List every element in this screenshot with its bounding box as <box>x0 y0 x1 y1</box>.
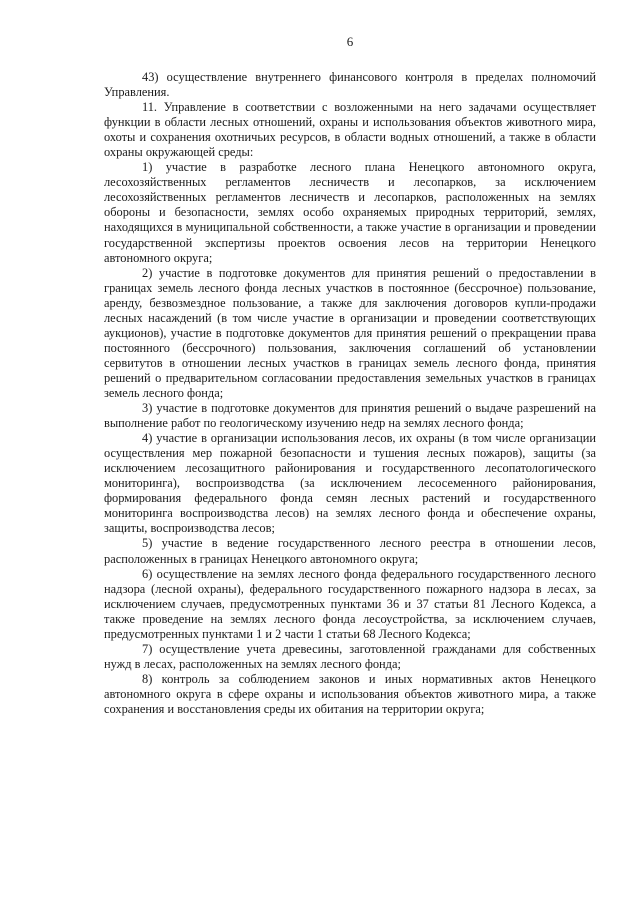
paragraph-section-11: 11. Управление в соответствии с возложенными на него задачами осуществляет функции в области лесных отношений, охраны и использования объектов животного мира, охоты и сохранения охотничьих ресурсов, в области водных отношений, а также в области охраны окружающей среды: <box>104 100 596 160</box>
paragraph-item-7: 7) осуществление учета древесины, заготовленной гражданами для собственных нужд в лесах, расположенных на землях лесного фонда; <box>104 641 596 671</box>
page-number: 6 <box>346 34 354 49</box>
paragraph-item-8: 8) контроль за соблюдением законов и иных нормативных актов Ненецкого автономного округа в сфере охраны и использования объектов животного мира, а также сохранения и восстановления среды их обитания на территории округа; <box>104 671 596 716</box>
paragraph-item-1: 1) участие в разработке лесного плана Ненецкого автономного округа, лесохозяйственных регламентов лесничеств и лесопарков, за исключением лесохозяйственных регламентов лесничеств и лесопарков, расположенных на землях обороны и безопасности, землях особо охраняемых природных территорий, землях, находящихся в муниципальной собственности, а также участие в организации и проведении государственной экспертизы проектов освоения лесов на территории Ненецкого автономного округа; <box>104 160 596 265</box>
paragraph-item-43: 43) осуществление внутреннего финансового контроля в пределах полномочий Управления. <box>104 70 596 100</box>
paragraph-item-6: 6) осуществление на землях лесного фонда федерального государственного лесного надзора (лесной охраны), федерального государственного пожарного надзора в лесах, за исключением случаев, предусмотренных пунктами 36 и 37 статьи 81 Лесного Кодекса, а также проведение на землях лесного фонда лесоустройства, за исключением случаев, предусмотренных пунктами 1 и 2 части 1 статьи 68 Лесного Кодекса; <box>104 566 596 641</box>
paragraph-item-4: 4) участие в организации использования лесов, их охраны (в том числе организации осуществления мер пожарной безопасности и тушения лесных пожаров), защиты (за исключением лесозащитного районирования и государственного лесопатологического мониторинга), воспроизводства (за исключением лесосеменного районирования, формирования федерального фонда семян лесных растений и государственного мониторинга воспроизводства лесов) на землях лесного фонда и обеспечение охраны, защиты, воспроизводства лесов; <box>104 431 596 536</box>
paragraph-item-5: 5) участие в ведение государственного лесного реестра в отношении лесов, расположенных в границах Ненецкого автономного округа; <box>104 536 596 566</box>
paragraph-item-3: 3) участие в подготовке документов для принятия решений о выдаче разрешений на выполнение работ по геологическому изучению недр на землях лесного фонда; <box>104 401 596 431</box>
paragraph-item-2: 2) участие в подготовке документов для принятия решений о предоставлении в границах земель лесного фонда лесных участков в постоянное (бессрочное) пользование, аренду, безвозмездное пользование, а также для заключения договоров купли-продажи лесных насаждений (в том числе участие в организации и проведении соответствующих аукционов), участие в подготовке документов для принятия решений о прекращении права постоянного (бессрочного) пользования, заключения соглашений об установлении сервитутов в отношении лесных участков в границах земель лесного фонда, принятия решений о предварительном согласовании предоставления земельных участков в границах земель лесного фонда; <box>104 265 596 400</box>
